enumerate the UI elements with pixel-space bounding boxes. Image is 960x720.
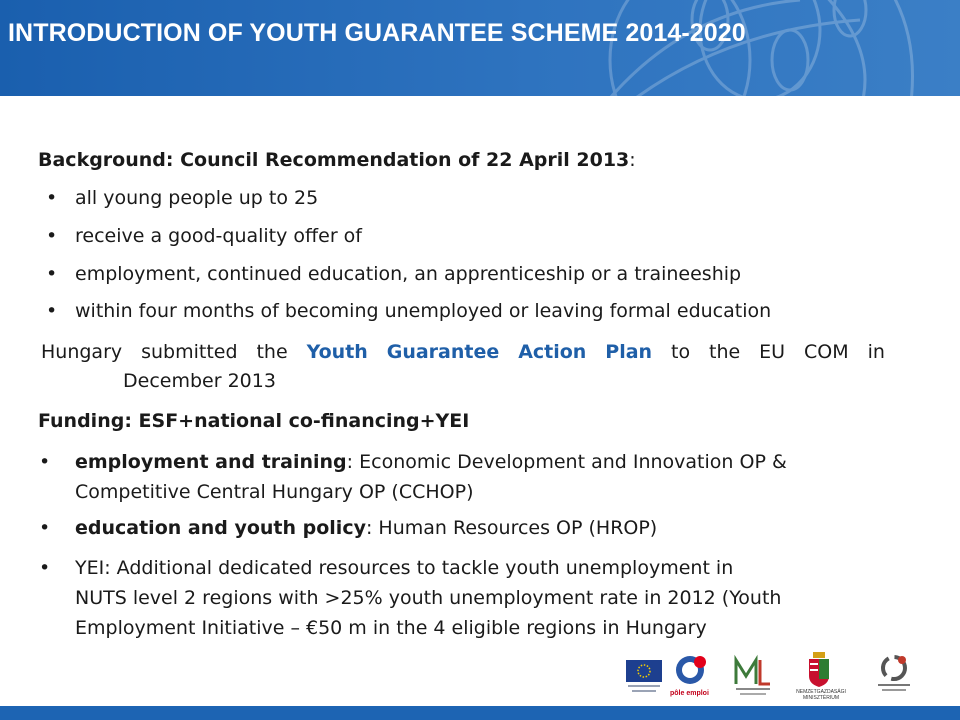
funding-item-3-line3: Employment Initiative – €50 m in the 4 eligible regions in Hungary [75,617,707,639]
action-plan-word: Action [518,341,587,363]
word: to [671,341,691,363]
ministry-logo-icon [732,654,774,698]
word: Hungary [41,341,123,363]
background-bullet-1: all young people up to 25 [75,187,319,209]
bullet-marker: • [46,187,58,209]
funding-item-2-text: : Human Resources OP (HROP) [365,517,658,539]
word: the [256,341,288,363]
chamber-of-commerce-logo-icon [872,652,916,700]
action-plan-word: Youth [306,341,368,363]
nemzetgazdasagi-text: NEMZETGAZDASÁGI MINISZTÉRIUM [796,689,846,701]
funding-item-1-line1 [75,450,787,474]
action-plan-word: Plan [605,341,653,363]
bullet-marker: • [39,517,51,539]
funding-item-1-text: : Economic Development and Innovation OP & [346,451,787,473]
partner-logos [620,652,920,702]
funding-item-1-label: employment and training [75,451,347,473]
word: in [867,341,885,363]
background-heading-suffix: : [629,149,636,171]
background-bullet-2: receive a good-quality offer of [75,225,362,247]
funding-item-2-line1 [75,516,657,540]
word: EU [759,341,786,363]
pole-emploi-text: pôle emploi [670,690,709,697]
word: COM [804,341,849,363]
footer-bar [0,706,960,720]
page-title: INTRODUCTION OF YOUTH GUARANTEE SCHEME 2014-2020 [8,19,746,47]
funding-heading: Funding: ESF+national co-financing+YEI [38,410,470,432]
background-bullet-3: employment, continued education, an apprenticeship or a traineeship [75,263,742,285]
laurel-pattern-icon [560,0,960,96]
funding-item-1-line2: Competitive Central Hungary OP (CCHOP) [75,481,474,503]
bullet-marker: • [39,557,51,579]
background-heading [38,148,636,172]
header-banner [0,0,960,96]
action-plan-word: Guarantee [386,341,500,363]
word: the [709,341,741,363]
funding-item-3-line2: NUTS level 2 regions with >25% youth unemployment rate in 2012 (Youth [75,587,782,609]
bullet-marker: • [46,263,58,285]
hungary-paragraph-line2: December 2013 [123,370,276,392]
funding-item-2-label: education and youth policy [75,517,366,539]
bullet-marker: • [46,225,58,247]
background-bullet-4: within four months of becoming unemployed or leaving formal education [75,300,772,322]
funding-item-3-line1: YEI: Additional dedicated resources to tackle youth unemployment in [75,557,734,579]
hungary-paragraph-line1 [41,340,885,364]
background-heading-bold: Background: Council Recommendation of 22 April 2013 [38,149,630,171]
word: submitted [141,341,238,363]
eu-flag-icon [626,660,662,696]
bullet-marker: • [39,451,51,473]
bullet-marker: • [46,300,58,322]
